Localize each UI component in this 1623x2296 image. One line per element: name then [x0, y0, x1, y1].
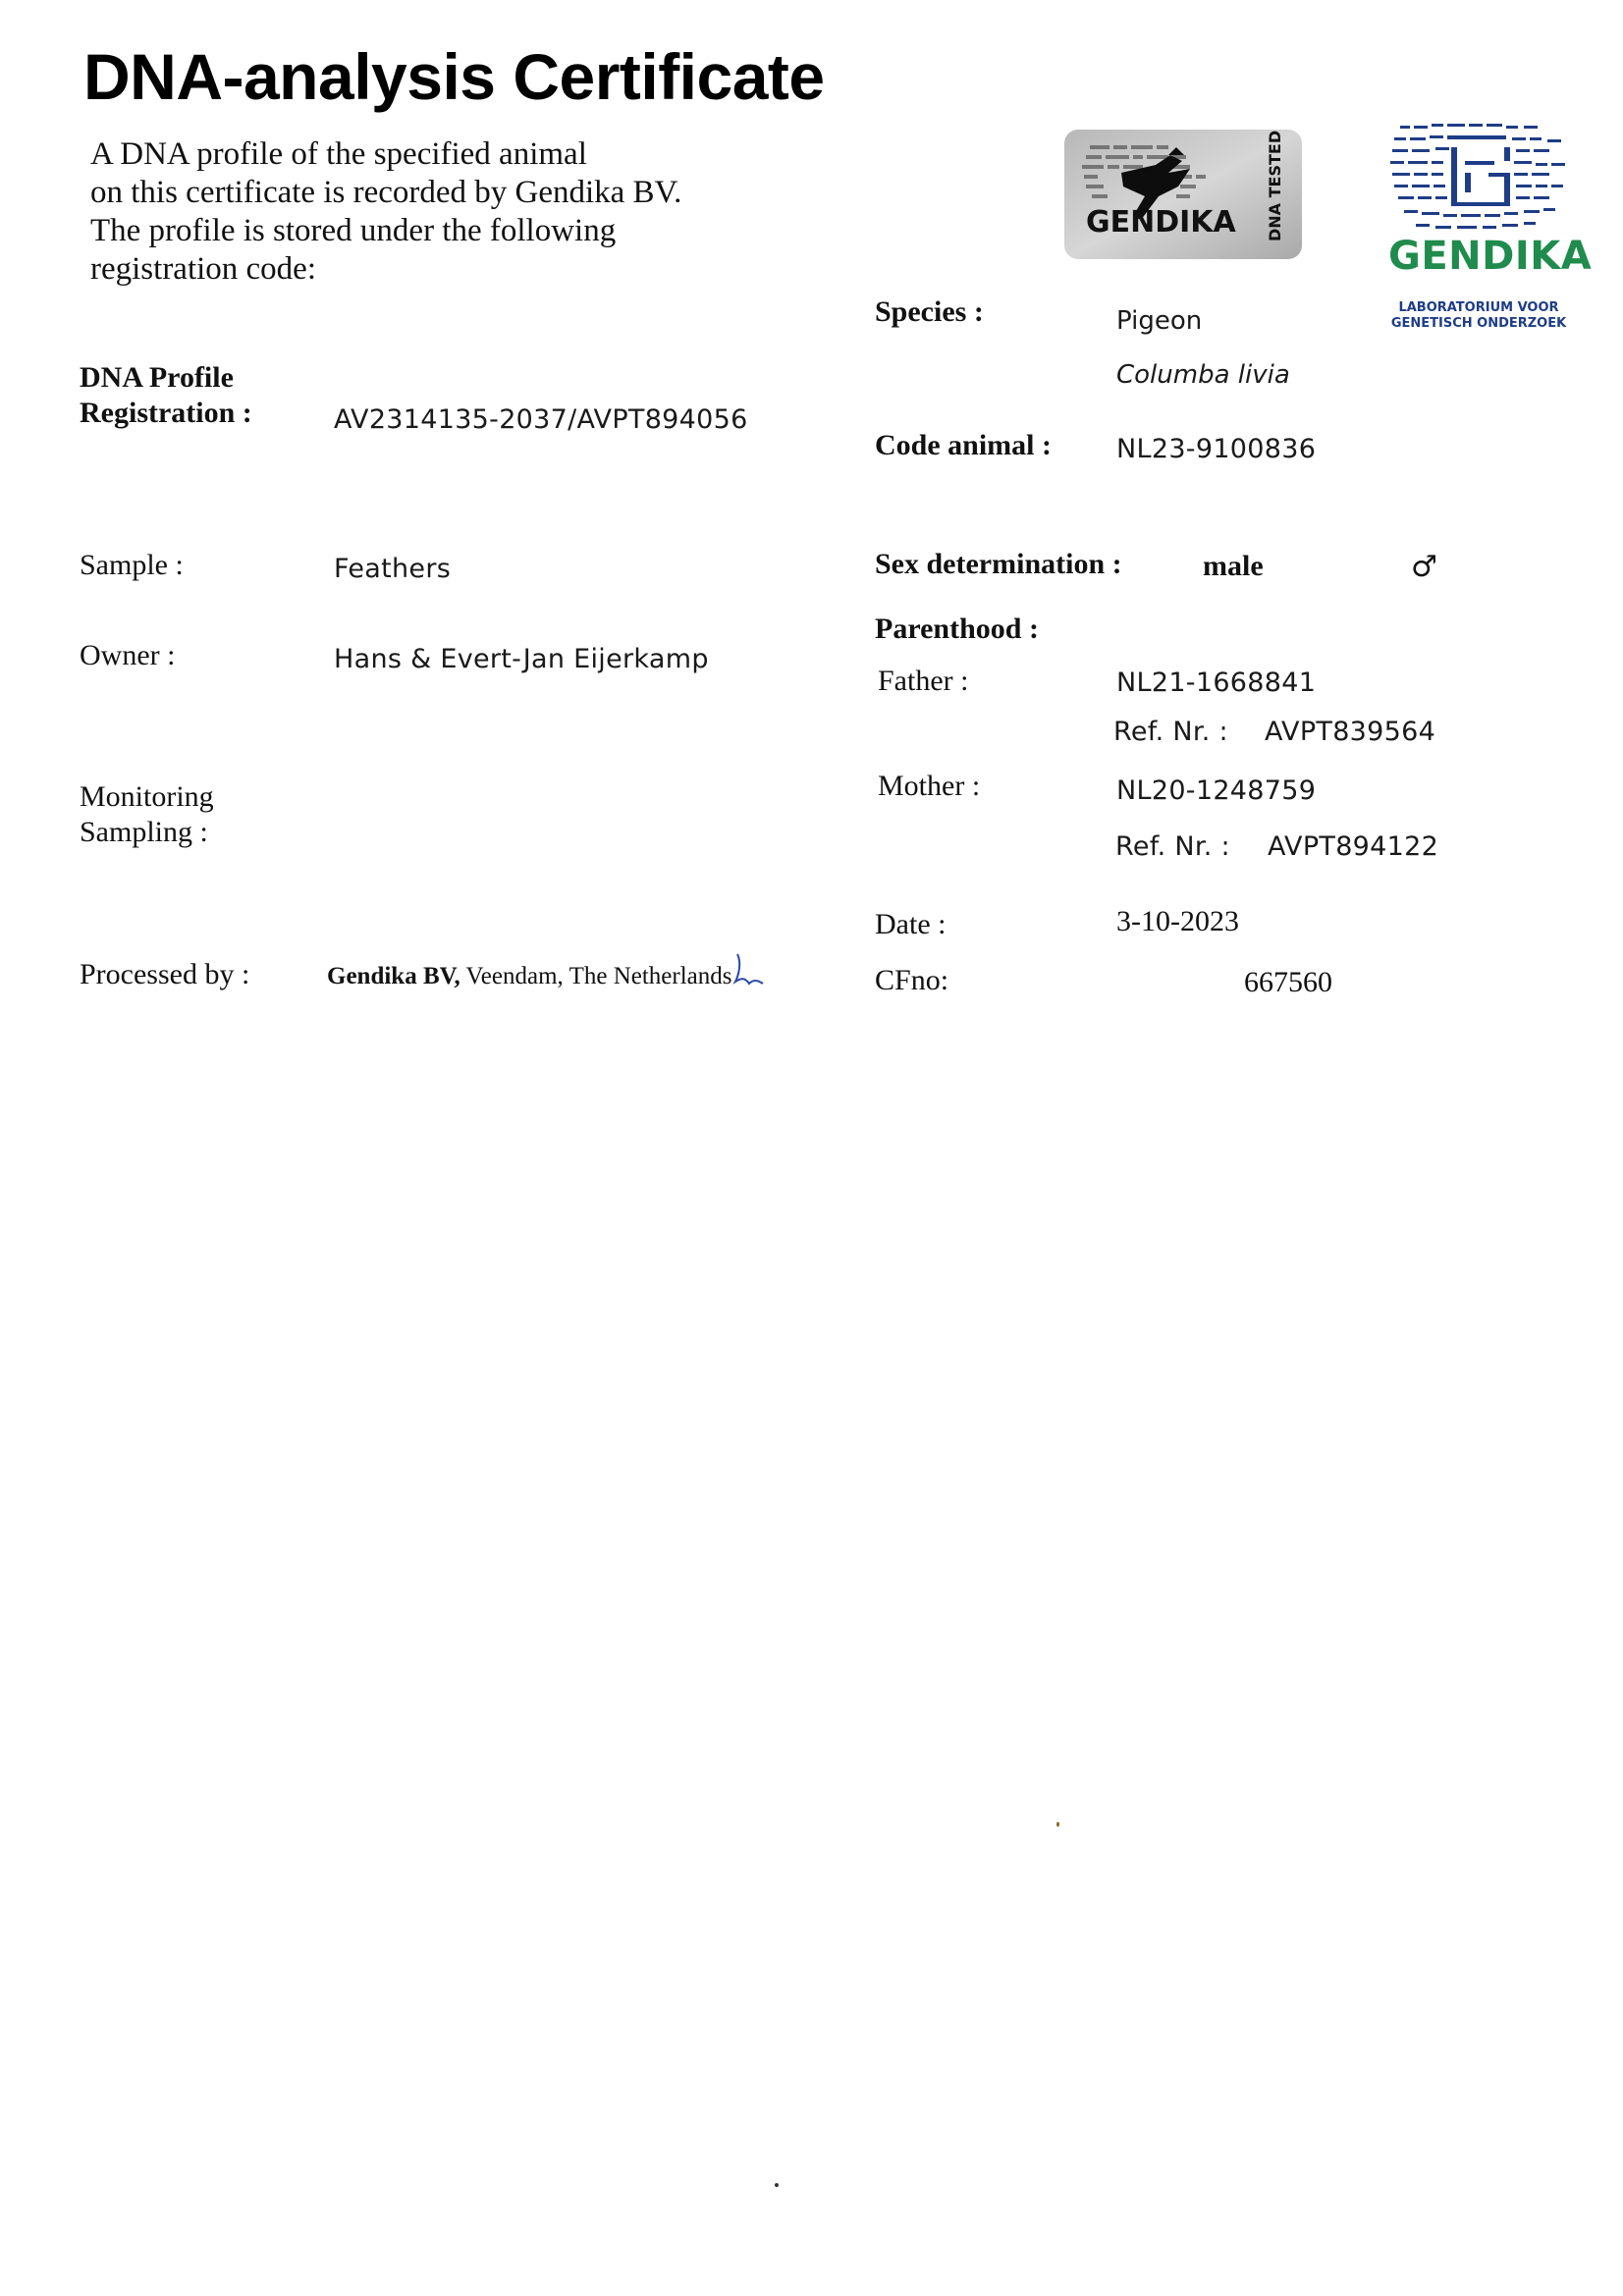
sex-value: male	[1203, 550, 1264, 582]
processed-label: Processed by :	[80, 958, 250, 990]
parenthood-label: Parenthood :	[875, 613, 1039, 645]
mother-label: Mother :	[878, 770, 981, 802]
sex-label: Sex determination :	[875, 548, 1122, 580]
intro-line: The profile is stored under the following	[90, 213, 617, 248]
registration-label-line: DNA Profile	[80, 361, 234, 394]
scan-speck	[1056, 1822, 1059, 1827]
seal-tag: DNA TESTED	[1266, 130, 1284, 241]
owner-label: Owner :	[80, 639, 176, 671]
species-latin: Columba livia	[1116, 360, 1290, 390]
species-label: Species :	[875, 295, 984, 328]
registration-label	[80, 360, 252, 431]
date-value: 3-10-2023	[1116, 905, 1239, 937]
dna-tested-seal	[1062, 126, 1304, 263]
monitoring-label-line: Monitoring	[80, 780, 214, 813]
species-common: Pigeon	[1116, 306, 1203, 336]
intro-line: registration code:	[90, 251, 317, 287]
brand-name: GENDIKA	[1388, 234, 1593, 279]
intro-line: A DNA profile of the specified animal	[90, 136, 587, 172]
father-ref-value: AVPT839564	[1265, 717, 1436, 747]
owner-value: Hans & Evert-Jan Eijerkamp	[334, 644, 709, 674]
registration-value: AV2314135-2037/AVPT894056	[334, 404, 748, 435]
code-animal-value: NL23-9100836	[1116, 434, 1317, 464]
registration-label-line: Registration :	[80, 397, 252, 429]
processed-place: Veendam, The Netherlands	[460, 963, 732, 989]
father-label: Father :	[878, 665, 969, 697]
mother-value: NL20-1248759	[1116, 775, 1317, 806]
mother-ref-value: AVPT894122	[1268, 831, 1439, 862]
cfno-label: CFno:	[875, 964, 949, 996]
mother-ref-label: Ref. Nr. :	[1115, 831, 1230, 862]
seal-brand: GENDIKA	[1086, 205, 1236, 240]
code-animal-label: Code animal :	[875, 429, 1052, 461]
monitoring-label-line: Sampling :	[80, 816, 208, 848]
father-value: NL21-1668841	[1116, 667, 1317, 698]
sample-label: Sample :	[80, 549, 184, 581]
monitoring-label	[80, 779, 214, 850]
brand-subtitle	[1390, 300, 1567, 332]
brand-subtitle-line: LABORATORIUM VOOR	[1398, 300, 1559, 315]
intro-text	[90, 135, 681, 289]
signature-mark-icon	[731, 944, 767, 996]
sample-value: Feathers	[334, 554, 452, 584]
processed-company: Gendika BV,	[327, 963, 460, 989]
date-label: Date :	[875, 908, 947, 940]
processed-value	[327, 963, 732, 990]
male-symbol-icon: ♂	[1411, 550, 1437, 584]
brand-subtitle-line: GENETISCH ONDERZOEK	[1390, 316, 1567, 331]
gendika-logo-icon	[1386, 118, 1569, 236]
father-ref-label: Ref. Nr. :	[1113, 717, 1228, 747]
scan-speck	[775, 2183, 779, 2187]
page-title: DNA-analysis Certificate	[83, 40, 825, 113]
intro-line: on this certificate is recorded by Gendika BV.	[90, 175, 682, 210]
cfno-value: 667560	[1244, 966, 1332, 998]
